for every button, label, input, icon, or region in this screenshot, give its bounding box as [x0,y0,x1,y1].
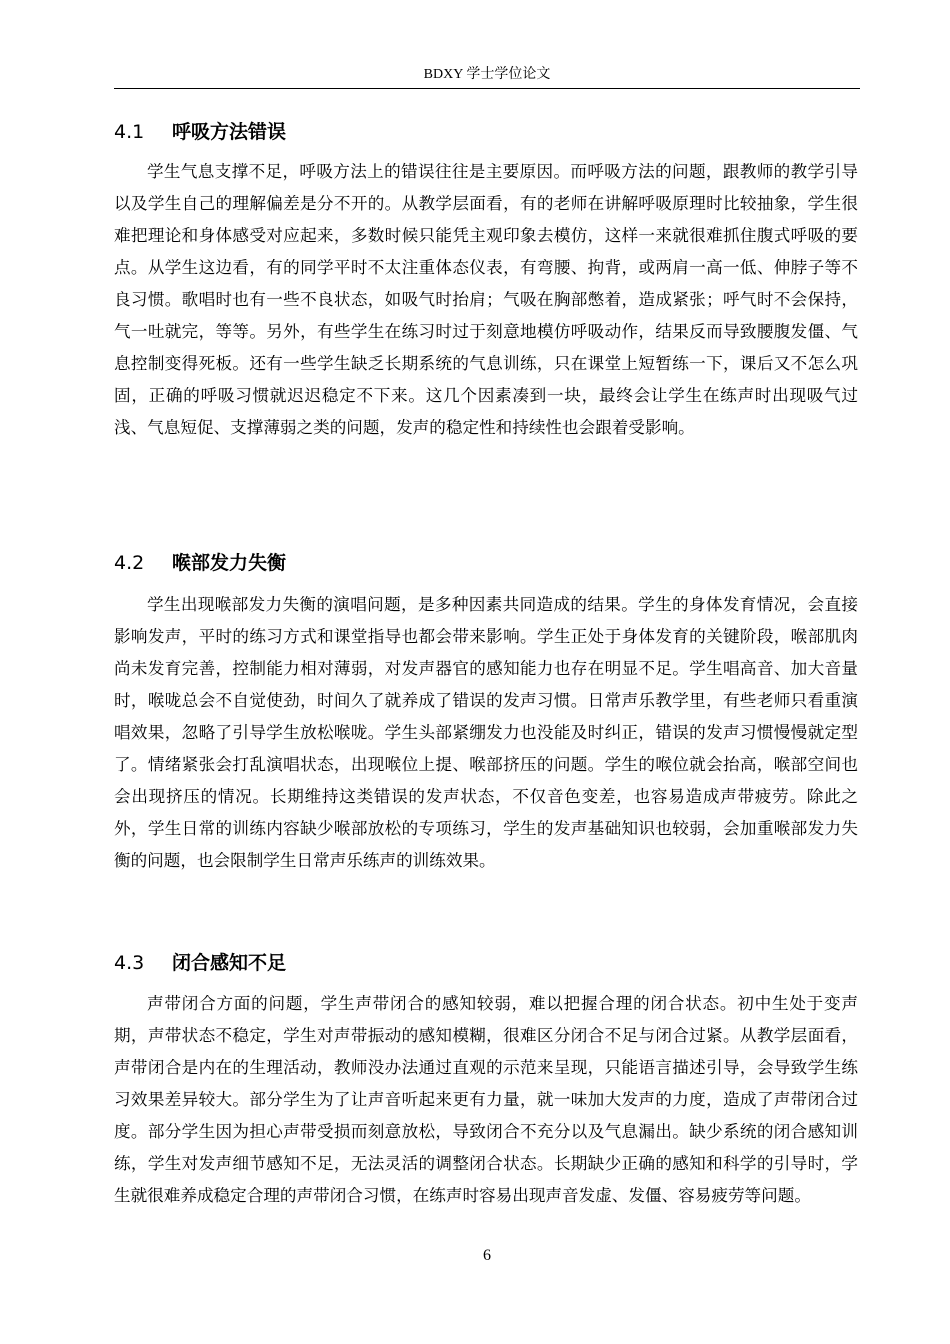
page-number: 6 [483,1247,491,1264]
section-heading-4-3 [114,951,286,975]
section-paragraph-4-2: 学生出现喉部发力失衡的演唱问题，是多种因素共同造成的结果。学生的身体发育情况，会直接影响发声，平时的练习方式和课堂指导也都会带来影响。学生正处于身体发育的关键阶段，喉部肌肉尚未发育完善，控制能力相对薄弱，对发声器官的感知能力也存在明显不足。学生唱高音、加大音量时，喉咙总会不自觉使劲，时间久了就养成了错误的发声习惯。日常声乐教学里，有些老师只看重演唱效果，忽略了引导学生放松喉咙。学生头部紧绷发力也没能及时纠正，错误的发声习惯慢慢就定型了。情绪紧张会打乱演唱状态，出现喉位上提、喉部挤压的问题。学生的喉位就会抬高，喉部空间也会出现挤压的情况。长期维持这类错误的发声状态，不仅音色变差，也容易造成声带疲劳。除此之外，学生日常的训练内容缺少喉部放松的专项练习，学生的发声基础知识也较弱，会加重喉部发力失衡的问题，也会限制学生日常声乐练声的训练效果。 [114,595,858,870]
header-rule [114,88,860,89]
section-number: 4.1 [114,121,145,143]
section-heading-4-1 [114,120,286,144]
section-title: 呼吸方法错误 [172,121,287,143]
running-header: BDXY 学士学位论文 [423,67,551,82]
section-paragraph-4-3: 声带闭合方面的问题，学生声带闭合的感知较弱，难以把握合理的闭合状态。初中生处于变声期，声带状态不稳定，学生对声带振动的感知模糊，很难区分闭合不足与闭合过紧。从教学层面看，声带闭合是内在的生理活动，教师没办法通过直观的示范来呈现，只能语言描述引导，会导致学生练习效果差异较大。部分学生为了让声音听起来更有力量，就一味加大发声的力度，造成了声带闭合过度。部分学生因为担心声带受损而刻意放松，导致闭合不充分以及气息漏出。缺少系统的闭合感知训练，学生对发声细节感知不足，无法灵活的调整闭合状态。长期缺少正确的感知和科学的引导时，学生就很难养成稳定合理的声带闭合习惯，在练声时容易出现声音发虚、发僵、容易疲劳等问题。 [114,994,858,1205]
section-title: 闭合感知不足 [172,952,287,974]
section-title: 喉部发力失衡 [172,552,287,574]
section-number: 4.3 [114,952,145,974]
section-paragraph-4-1: 学生气息支撑不足，呼吸方法上的错误往往是主要原因。而呼吸方法的问题，跟教师的教学引导以及学生自己的理解偏差是分不开的。从教学层面看，有的老师在讲解呼吸原理时比较抽象，学生很难把理论和身体感受对应起来，多数时候只能凭主观印象去模仿，这样一来就很难抓住腹式呼吸的要点。从学生这边看，有的同学平时不太注重体态仪表，有弯腰、拘背，或两肩一高一低、伸脖子等不良习惯。歌唱时也有一些不良状态，如吸气时抬肩；气吸在胸部憋着，造成紧张；呼气时不会保持，气一吐就完，等等。另外，有些学生在练习时过于刻意地模仿呼吸动作，结果反而导致腰腹发僵、气息控制变得死板。还有一些学生缺乏长期系统的气息训练，只在课堂上短暂练一下，课后又不怎么巩固，正确的呼吸习惯就迟迟稳定不下来。这几个因素凑到一块，最终会让学生在练声时出现吸气过浅、气息短促、支撑薄弱之类的问题，发声的稳定性和持续性也会跟着受影响。 [114,162,858,437]
section-heading-4-2 [114,551,286,575]
section-number: 4.2 [114,552,145,574]
